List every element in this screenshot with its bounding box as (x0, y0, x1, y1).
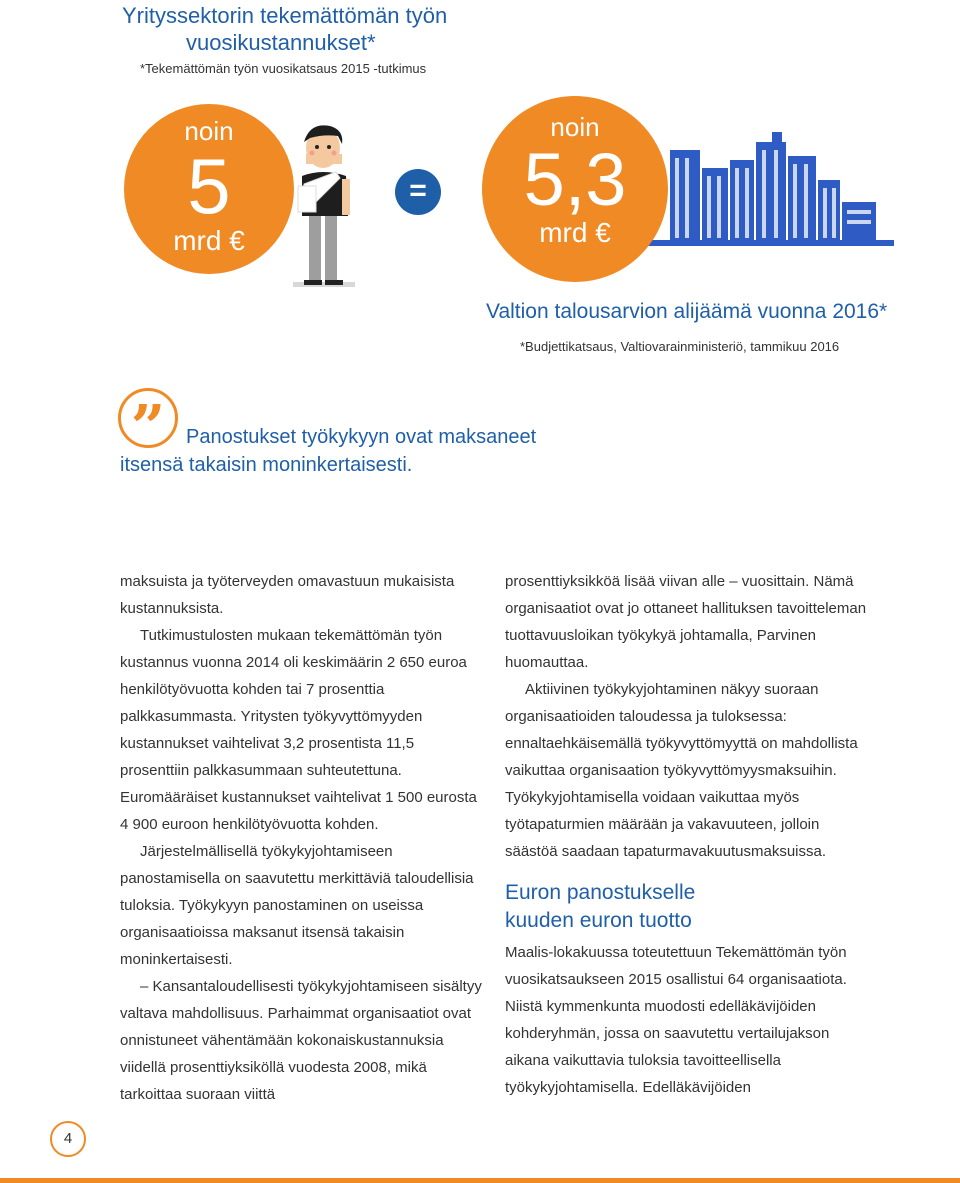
section-heading-line-1: Euron panostukselle (505, 881, 696, 904)
deficit-value: 5,3 (523, 138, 627, 221)
deficit-unit: mrd € (539, 217, 611, 248)
section-heading (505, 879, 870, 935)
quote-mark-icon: ” (118, 388, 178, 448)
deficit-prefix: noin (550, 112, 600, 142)
equals-sign: = (395, 169, 441, 215)
cost-circle (124, 104, 294, 274)
body-column-right (505, 568, 870, 1101)
paragraph: Aktiivinen työkykyjohtaminen näkyy suoraan organisaatioiden taloudessa ja tuloksessa: ennaltaehkäisemällä työkyvyttömyyttä on mahdollista vaikuttaa organisaation työkyvyttömyysmaksuihin. Työkykyjohtamisella voidaan vaikuttaa myös työtapaturmien määrään ja vakavuuteen, jolloin säästöä saadaan tapaturmavakuutusmaksuissa. (505, 681, 858, 860)
paragraph: Maalis-lokakuussa toteutettuun Tekemättömän työn vuosikatsaukseen 2015 osallistui 64 organisaatiota. Niistä kymmenkunta muodosti edelläkävijöiden kohderyhmän, jossa on saavutettu vertailujakson aikana vaikuttavia tuloksia tavoitteellisella työkykyjohtamisella. Edelläkävijöiden (505, 944, 847, 1096)
paragraph: prosenttiyksikköä lisää viivan alle – vuosittain. Nämä organisaatiot ovat jo ottaneet hallituksen tavoitteleman tuottavuusloikan työkykyä johtamalla, Parvinen huomauttaa. (505, 573, 867, 671)
cost-unit: mrd € (173, 225, 245, 256)
paragraph: maksuista ja työterveyden omavastuun mukaisista kustannuksista. (120, 573, 455, 617)
section-heading-line-2: kuuden euron tuotto (505, 909, 692, 932)
deficit-footnote: *Budjettikatsaus, Valtiovarainministeriö, tammikuu 2016 (520, 339, 840, 354)
paragraph: Tutkimustulosten mukaan tekemättömän työn kustannus vuonna 2014 oli keskimäärin 2 650 euroa henkilötyövuotta kohden tai 7 prosenttia palkkasummasta. Yritysten työkyvyttömyyden kustannukset vaihtelivat 3,2 prosentista 11,5 prosenttiin palkkasummaan suhteutettuna. Euromääräiset kustannukset vaihtelivat 1 500 eurosta 4 900 euroon henkilötyövuotta kohden. (120, 627, 477, 833)
city-buildings-icon (640, 128, 894, 246)
footer-rule (0, 1178, 960, 1183)
quote-line-1: Panostukset työkykyyn ovat maksaneet (186, 426, 537, 448)
title-line-1: Yrityssektorin tekemättömän työn (122, 3, 448, 28)
paragraph: Järjestelmällisellä työkykyjohtamiseen panostamisella on saavutettu merkittäviä taloudellisia tuloksia. Työkykyyn panostaminen on useissa organisaatioissa maksanut itsensä takaisin moninkertaisesti. (120, 843, 474, 968)
title-line-2: vuosikustannukset* (186, 30, 376, 55)
cost-value: 5 (187, 142, 231, 230)
paragraph: – Kansantaloudellisesti työkykyjohtamiseen sisältyy valtava mahdollisuus. Parhaimmat organisaatiot ovat onnistuneet vähentämään kokonaiskustannuksia viidellä prosenttiyksiköllä vuodesta 2008, mikä tarkoittaa suoraan viittä (120, 978, 482, 1103)
pull-quote (120, 423, 640, 479)
body-column-left (120, 568, 485, 1108)
cost-prefix: noin (184, 116, 234, 146)
person-with-sling-icon (290, 124, 360, 290)
quote-line-2: itsensä takaisin moninkertaisesti. (120, 454, 413, 476)
page-title (122, 2, 447, 56)
deficit-circle (482, 96, 668, 282)
page-number: 4 (50, 1121, 86, 1157)
title-footnote: *Tekemättömän työn vuosikatsaus 2015 -tutkimus (140, 61, 427, 76)
deficit-title: Valtion talousarvion alijäämä vuonna 2016* (486, 300, 888, 323)
